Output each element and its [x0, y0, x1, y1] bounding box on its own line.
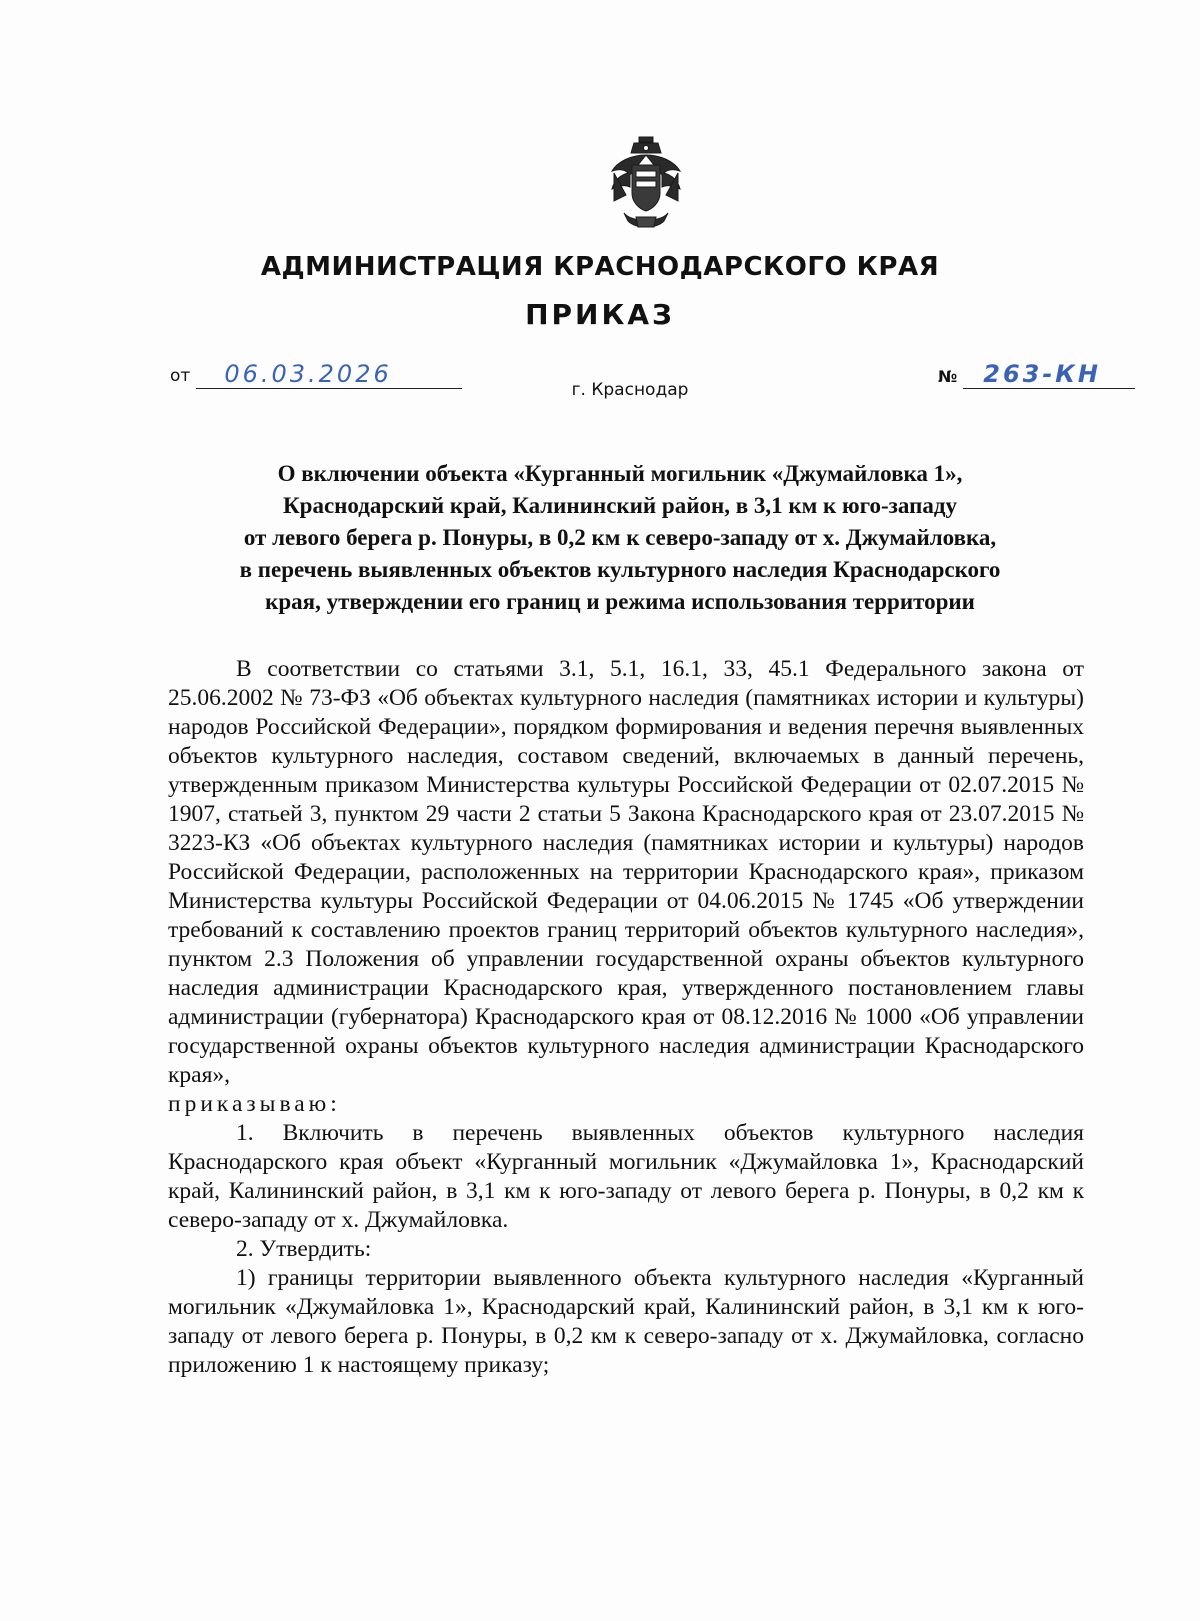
order-word: приказываю:: [168, 1091, 341, 1117]
document-body: [168, 655, 1084, 1380]
coat-of-arms-emblem: [606, 135, 686, 233]
date-prefix: от: [170, 366, 191, 386]
city-label: г. Краснодар: [571, 380, 689, 400]
item-2-1-paragraph: 1) границы территории выявленного объекта культурного наследия «Курганный могильник «Джумайловка 1», Краснодарский край, Калининский район, в 3,1 км к юго-западу от левого берега р. Понуры, в 0,2 км к северо-западу от х. Джумайловка, согласно приложению 1 к настоящему приказу;: [168, 1265, 1084, 1378]
subject-line: О включении объекта «Курганный могильник «Джумайловка 1»,: [277, 461, 963, 486]
subject-line: Краснодарский край, Калининский район, в 3,1 км к юго-западу: [283, 493, 957, 518]
preamble-text: В соответствии со статьями 3.1, 5.1, 16.1, 33, 45.1 Федерального закона от 25.06.2002 № 73-ФЗ «Об объектах культурного наследия (памятниках истории и культуры) народов Российской Федерации», порядком формирования и ведения перечня выявленных объектов культурного наследия, составом сведений, включаемых в данный перечень, утвержденным приказом Министерства культуры Российской Федерации от 02.07.2015 № 1907, статьей 3, пунктом 29 части 2 статьи 5 Закона Краснодарского края от 23.07.2015 № 3223-КЗ «Об объектах культурного наследия (памятниках истории и культуры) народов Российской Федерации, расположенных на территории Краснодарского края», приказом Министерства культуры Российской Федерации от 04.06.2015 № 1745 «Об утверждении требований к составлению проектов границ территорий объектов культурного наследия», пунктом 2.3 Положения об управлении государственной охраны объектов культурного наследия администрации Краснодарского края, утвержденного постановлением главы администрации (губернатора) Краснодарского края от 08.12.2016 № 1000 «Об управлении государственной охраны объектов культурного наследия администрации Краснодарского края»,: [168, 656, 1084, 1088]
document-subject: [150, 458, 1090, 618]
item-1-paragraph: 1. Включить в перечень выявленных объектов культурного наследия Краснодарского края объект «Курганный могильник «Джумайловка 1», Краснодарский край, Калининский район, в 3,1 км к юго-западу от левого берега р. Понуры, в 0,2 км к северо-западу от х. Джумайловка.: [168, 1120, 1084, 1233]
document-type: ПРИКАЗ: [525, 298, 675, 331]
date-field: 06.03.2026: [196, 362, 462, 389]
number-prefix: №: [938, 367, 958, 386]
subject-line: края, утверждении его границ и режима использования территории: [265, 589, 975, 614]
organization-title: АДМИНИСТРАЦИЯ КРАСНОДАРСКОГО КРАЯ: [260, 252, 940, 282]
subject-line: в перечень выявленных объектов культурного наследия Краснодарского: [239, 557, 1001, 582]
preamble-paragraph: [168, 655, 1084, 1119]
number-field: 263-КН: [963, 362, 1135, 389]
item-2-paragraph: 2. Утвердить:: [236, 1236, 372, 1262]
subject-line: от левого берега р. Понуры, в 0,2 км к северо-западу от х. Джумайловка,: [243, 525, 997, 550]
